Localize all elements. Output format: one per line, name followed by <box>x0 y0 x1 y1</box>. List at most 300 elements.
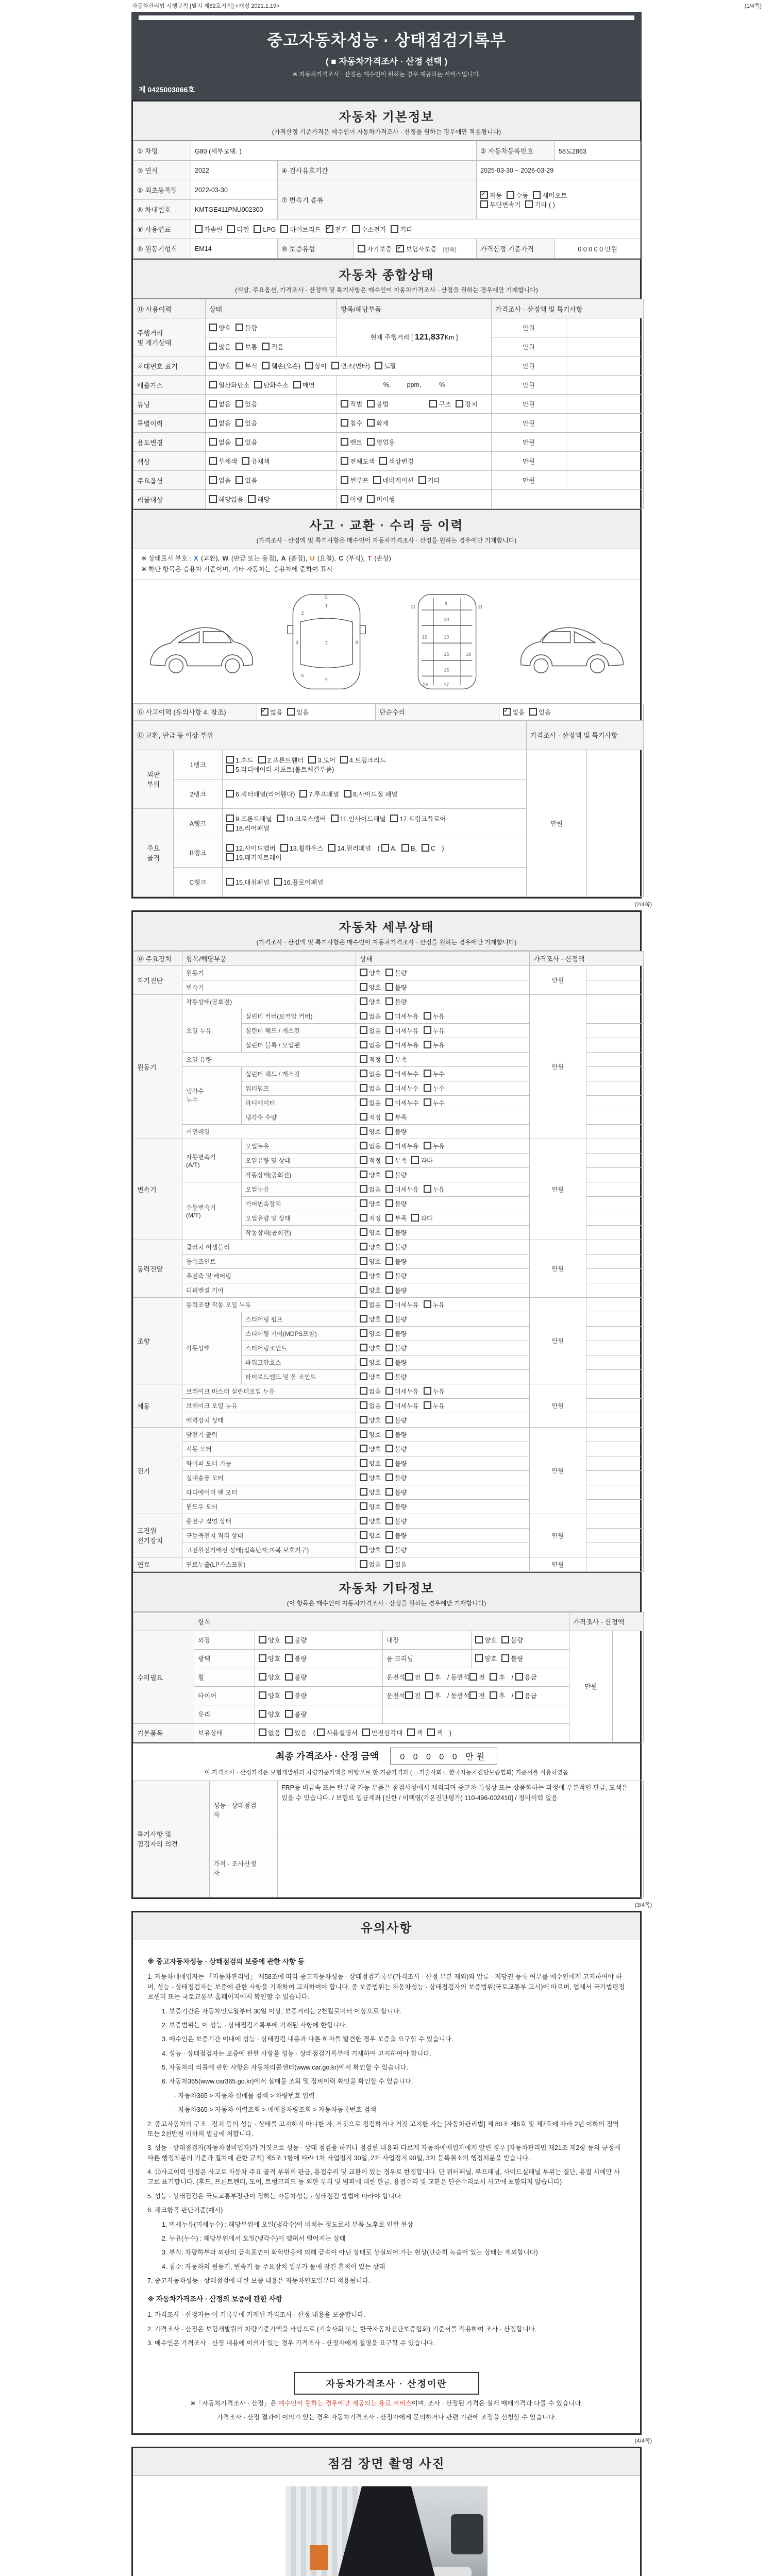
checkbox-전기[interactable] <box>326 225 347 234</box>
checkbox-양호[interactable] <box>360 1228 381 1237</box>
checkbox-C[interactable] <box>422 844 435 852</box>
checkbox-없음[interactable] <box>360 1401 381 1410</box>
checkbox-icon[interactable] <box>360 1344 367 1351</box>
checkbox-icon[interactable] <box>490 1673 497 1681</box>
checkbox-icon[interactable] <box>379 457 387 465</box>
checkbox-5.라디에이터 서포트(볼트체결부품)[interactable] <box>226 765 334 774</box>
checkbox-icon[interactable] <box>262 343 270 350</box>
checkbox-icon[interactable] <box>226 790 234 798</box>
checkbox-부족[interactable] <box>385 1055 407 1064</box>
checkbox-전[interactable] <box>405 1672 421 1682</box>
checkbox-icon[interactable] <box>515 1691 523 1699</box>
checkbox-icon[interactable] <box>285 1710 293 1718</box>
checkbox-전[interactable] <box>469 1672 485 1682</box>
checkbox-불량[interactable] <box>285 1709 307 1719</box>
checkbox-불량[interactable] <box>385 1344 407 1352</box>
checkbox-응급[interactable] <box>515 1691 537 1700</box>
checkbox-icon[interactable] <box>424 1401 431 1409</box>
checkbox-누유[interactable] <box>424 1041 445 1049</box>
checkbox-과다[interactable] <box>411 1214 432 1223</box>
checkbox-icon[interactable] <box>469 1691 477 1699</box>
checkbox-icon[interactable] <box>362 1728 370 1736</box>
checkbox-icon[interactable] <box>352 225 360 233</box>
checkbox-양호[interactable] <box>209 361 231 370</box>
checkbox-icon[interactable] <box>360 1300 367 1308</box>
checkbox-icon[interactable] <box>424 1084 431 1092</box>
checkbox-불량[interactable] <box>385 1473 407 1482</box>
checkbox-icon[interactable] <box>226 756 234 764</box>
checkbox-LPG[interactable] <box>254 225 276 233</box>
checkbox-없음[interactable] <box>209 399 231 409</box>
checkbox-있음[interactable] <box>236 399 257 409</box>
checkbox-icon[interactable] <box>385 1416 393 1423</box>
checkbox-보통[interactable] <box>236 342 257 351</box>
checkbox-미세누유[interactable] <box>385 1026 418 1035</box>
checkbox-양호[interactable] <box>360 1473 381 1482</box>
checkbox-양호[interactable] <box>360 1546 381 1554</box>
checkbox-icon[interactable] <box>385 1315 393 1323</box>
checkbox-icon[interactable] <box>424 1300 431 1308</box>
checkbox-3.도어[interactable] <box>308 755 335 765</box>
checkbox-불량[interactable] <box>385 1517 407 1526</box>
checkbox-미세누유[interactable] <box>385 1012 418 1021</box>
checkbox-icon[interactable] <box>385 1041 393 1048</box>
checkbox-없음[interactable] <box>360 1026 381 1035</box>
checkbox-없음[interactable] <box>209 418 231 428</box>
checkbox-icon[interactable] <box>360 1257 367 1265</box>
checkbox-icon[interactable] <box>360 1026 367 1034</box>
checkbox-불량[interactable] <box>285 1635 307 1645</box>
checkbox-icon[interactable] <box>331 362 339 369</box>
checkbox-불량[interactable] <box>385 1272 407 1280</box>
checkbox-icon[interactable] <box>285 1728 293 1736</box>
checkbox-icon[interactable] <box>385 1228 393 1236</box>
checkbox-불량[interactable] <box>385 997 407 1006</box>
checkbox-미세누유[interactable] <box>385 1041 418 1049</box>
checkbox-icon[interactable] <box>259 1710 266 1718</box>
checkbox-icon[interactable] <box>360 1199 367 1207</box>
checkbox-icon[interactable] <box>360 1315 367 1323</box>
checkbox-세미오토[interactable] <box>533 191 567 200</box>
checkbox-icon[interactable] <box>424 1387 431 1395</box>
checkbox-icon[interactable] <box>381 844 389 852</box>
checkbox-icon[interactable] <box>424 1026 431 1034</box>
checkbox-있음[interactable] <box>529 707 551 717</box>
checkbox-11.인사이드패널[interactable] <box>331 814 386 823</box>
checkbox-icon[interactable] <box>405 1673 413 1681</box>
checkbox-양호[interactable] <box>360 1459 381 1468</box>
checkbox-icon[interactable] <box>373 476 381 484</box>
checkbox-구조[interactable] <box>429 399 451 409</box>
checkbox-침수[interactable] <box>341 418 362 428</box>
checkbox-없음[interactable] <box>360 1098 381 1107</box>
checkbox-icon[interactable] <box>385 1488 393 1496</box>
checkbox-불량[interactable] <box>385 983 407 992</box>
checkbox-불량[interactable] <box>385 1171 407 1179</box>
checkbox-양호[interactable] <box>360 1315 381 1324</box>
checkbox-icon[interactable] <box>424 1041 431 1048</box>
checkbox-누유[interactable] <box>424 1387 445 1396</box>
checkbox-icon[interactable] <box>385 1517 393 1524</box>
checkbox-icon[interactable] <box>385 1243 393 1250</box>
checkbox-icon[interactable] <box>226 878 234 886</box>
checkbox-icon[interactable] <box>525 200 533 208</box>
checkbox-icon[interactable] <box>236 476 243 484</box>
checkbox-icon[interactable] <box>385 983 393 991</box>
checkbox-네비게이션[interactable] <box>373 476 413 485</box>
checkbox-icon[interactable] <box>367 419 375 427</box>
checkbox-잭[interactable] <box>407 1728 423 1737</box>
checkbox-icon[interactable] <box>258 756 266 764</box>
checkbox-있음[interactable] <box>236 437 257 447</box>
checkbox-미세누유[interactable] <box>385 1387 418 1396</box>
checkbox-icon[interactable] <box>385 1473 393 1481</box>
checkbox-icon[interactable] <box>341 476 348 484</box>
checkbox-icon[interactable] <box>236 419 243 427</box>
checkbox-icon[interactable] <box>344 790 351 798</box>
checkbox-icon[interactable] <box>385 1012 393 1020</box>
checkbox-없음[interactable] <box>360 1185 381 1194</box>
checkbox-icon[interactable] <box>480 200 488 208</box>
checkbox-icon[interactable] <box>360 1012 367 1020</box>
checkbox-있음[interactable] <box>236 418 257 428</box>
checkbox-icon[interactable] <box>385 1214 393 1222</box>
checkbox-미세누수[interactable] <box>385 1070 418 1078</box>
checkbox-icon[interactable] <box>305 362 313 369</box>
checkbox-icon[interactable] <box>277 815 284 822</box>
checkbox-icon[interactable] <box>236 438 243 446</box>
checkbox-장치[interactable] <box>456 399 477 409</box>
checkbox-적정[interactable] <box>360 1214 381 1223</box>
checkbox-icon[interactable] <box>385 1185 393 1193</box>
checkbox-적정[interactable] <box>360 1156 381 1165</box>
checkbox-icon[interactable] <box>285 1673 293 1681</box>
checkbox-있음[interactable] <box>285 1728 307 1737</box>
checkbox-icon[interactable] <box>317 1728 325 1736</box>
checkbox-7.루프패널[interactable] <box>299 789 339 799</box>
checkbox-과다[interactable] <box>411 1156 432 1165</box>
checkbox-미세누유[interactable] <box>385 1401 418 1410</box>
checkbox-양호[interactable] <box>360 1416 381 1425</box>
checkbox-icon[interactable] <box>360 1113 367 1121</box>
checkbox-icon[interactable] <box>429 400 437 408</box>
checkbox-부족[interactable] <box>385 1156 407 1165</box>
checkbox-icon[interactable] <box>385 1257 393 1265</box>
checkbox-icon[interactable] <box>226 844 234 852</box>
checkbox-있음[interactable] <box>236 476 257 485</box>
checkbox-icon[interactable] <box>469 1673 477 1681</box>
checkbox-누수[interactable] <box>424 1084 445 1093</box>
checkbox-9.프론트패널[interactable] <box>226 814 272 823</box>
checkbox-icon[interactable] <box>385 969 393 976</box>
checkbox-icon[interactable] <box>385 1098 393 1106</box>
checkbox-불량[interactable] <box>385 1488 407 1497</box>
checkbox-icon[interactable] <box>533 191 541 199</box>
checkbox-잭[interactable] <box>427 1728 443 1737</box>
checkbox-icon[interactable] <box>360 1041 367 1048</box>
checkbox-불량[interactable] <box>385 1228 407 1237</box>
checkbox-양호[interactable] <box>259 1672 280 1682</box>
checkbox-icon[interactable] <box>274 878 282 886</box>
checkbox-icon[interactable] <box>401 844 409 852</box>
checkbox-하이브리드[interactable] <box>280 225 321 234</box>
checkbox-icon[interactable] <box>529 708 537 716</box>
checkbox-자가보증[interactable] <box>358 244 392 253</box>
checkbox-icon[interactable] <box>236 362 243 369</box>
checkbox-유채색[interactable] <box>242 456 270 466</box>
checkbox-불량[interactable] <box>285 1654 307 1663</box>
checkbox-icon[interactable] <box>385 1502 393 1510</box>
checkbox-icon[interactable] <box>385 1055 393 1063</box>
checkbox-탄화수소[interactable] <box>254 380 288 389</box>
checkbox-양호[interactable] <box>475 1635 497 1645</box>
checkbox-icon[interactable] <box>360 1502 367 1510</box>
checkbox-불량[interactable] <box>385 1315 407 1324</box>
checkbox-양호[interactable] <box>360 1517 381 1526</box>
checkbox-양호[interactable] <box>360 1430 381 1439</box>
checkbox-icon[interactable] <box>411 1156 419 1164</box>
checkbox-B,[interactable] <box>401 844 417 852</box>
checkbox-icon[interactable] <box>261 708 268 716</box>
checkbox-양호[interactable] <box>360 1329 381 1338</box>
checkbox-양호[interactable] <box>360 983 381 992</box>
checkbox-icon[interactable] <box>385 1445 393 1452</box>
checkbox-누유[interactable] <box>424 1185 445 1194</box>
checkbox-불법[interactable] <box>367 399 389 409</box>
checkbox-무단변속기[interactable] <box>480 200 520 209</box>
checkbox-적법[interactable] <box>341 399 362 409</box>
checkbox-icon[interactable] <box>285 1654 293 1662</box>
checkbox-icon[interactable] <box>360 1546 367 1553</box>
checkbox-icon[interactable] <box>209 324 217 331</box>
checkbox-icon[interactable] <box>385 1401 393 1409</box>
checkbox-icon[interactable] <box>385 1156 393 1164</box>
checkbox-없음[interactable] <box>259 1728 280 1737</box>
checkbox-icon[interactable] <box>360 1286 367 1294</box>
checkbox-불량[interactable] <box>385 1502 407 1511</box>
checkbox-icon[interactable] <box>285 1636 293 1643</box>
checkbox-없음[interactable] <box>360 1041 381 1049</box>
checkbox-양호[interactable] <box>360 1344 381 1352</box>
checkbox-icon[interactable] <box>293 381 301 388</box>
checkbox-icon[interactable] <box>385 1546 393 1553</box>
checkbox-불량[interactable] <box>385 1199 407 1208</box>
checkbox-icon[interactable] <box>331 815 339 822</box>
checkbox-icon[interactable] <box>358 245 365 252</box>
checkbox-icon[interactable] <box>226 765 234 773</box>
checkbox-icon[interactable] <box>385 1084 393 1092</box>
checkbox-icon[interactable] <box>360 1127 367 1135</box>
checkbox-icon[interactable] <box>360 1228 367 1236</box>
checkbox-icon[interactable] <box>360 1214 367 1222</box>
checkbox-보험사보증[interactable] <box>396 244 436 253</box>
checkbox-양호[interactable] <box>259 1709 280 1719</box>
checkbox-icon[interactable] <box>360 1531 367 1539</box>
checkbox-icon[interactable] <box>259 1691 266 1699</box>
checkbox-전[interactable] <box>469 1691 485 1700</box>
checkbox-icon[interactable] <box>411 1214 419 1222</box>
checkbox-없음[interactable] <box>209 437 231 447</box>
checkbox-icon[interactable] <box>424 1185 431 1193</box>
checkbox-후[interactable] <box>425 1691 441 1700</box>
checkbox-icon[interactable] <box>280 844 288 852</box>
checkbox-icon[interactable] <box>360 1084 367 1092</box>
checkbox-icon[interactable] <box>236 324 243 331</box>
checkbox-전[interactable] <box>405 1691 421 1700</box>
checkbox-후[interactable] <box>425 1672 441 1682</box>
checkbox-양호[interactable] <box>360 1199 381 1208</box>
checkbox-icon[interactable] <box>360 1156 367 1164</box>
checkbox-양호[interactable] <box>259 1691 280 1700</box>
checkbox-icon[interactable] <box>396 245 404 252</box>
checkbox-수소전기[interactable] <box>352 225 386 234</box>
checkbox-icon[interactable] <box>360 1142 367 1149</box>
checkbox-매연[interactable] <box>293 380 315 389</box>
checkbox-icon[interactable] <box>248 495 256 503</box>
checkbox-icon[interactable] <box>236 343 243 350</box>
checkbox-가솔린[interactable] <box>195 225 223 234</box>
checkbox-icon[interactable] <box>385 1026 393 1034</box>
checkbox-icon[interactable] <box>360 1243 367 1250</box>
checkbox-icon[interactable] <box>209 381 217 388</box>
checkbox-icon[interactable] <box>501 1654 509 1662</box>
checkbox-icon[interactable] <box>385 1531 393 1539</box>
checkbox-icon[interactable] <box>385 1430 393 1438</box>
checkbox-양호[interactable] <box>209 323 231 332</box>
checkbox-icon[interactable] <box>385 1387 393 1395</box>
checkbox-icon[interactable] <box>360 1272 367 1279</box>
checkbox-불량[interactable] <box>501 1654 523 1663</box>
checkbox-불량[interactable] <box>385 1430 407 1439</box>
checkbox-icon[interactable] <box>385 1199 393 1207</box>
checkbox-icon[interactable] <box>280 225 288 233</box>
checkbox-양호[interactable] <box>360 1127 381 1136</box>
checkbox-상이[interactable] <box>305 361 327 370</box>
checkbox-icon[interactable] <box>425 1691 433 1699</box>
checkbox-icon[interactable] <box>360 1372 367 1380</box>
checkbox-미세누수[interactable] <box>385 1084 418 1093</box>
checkbox-icon[interactable] <box>259 1654 266 1662</box>
checkbox-해당[interactable] <box>248 495 270 504</box>
checkbox-많음[interactable] <box>209 342 231 351</box>
checkbox-icon[interactable] <box>367 400 375 408</box>
checkbox-icon[interactable] <box>262 362 270 369</box>
checkbox-화재[interactable] <box>367 418 389 428</box>
checkbox-이행[interactable] <box>341 495 362 504</box>
checkbox-icon[interactable] <box>259 1636 266 1643</box>
checkbox-없음[interactable] <box>209 476 231 485</box>
checkbox-기타[interactable] <box>391 225 412 234</box>
checkbox-6.쿼터패널(리어휀다)[interactable] <box>226 789 295 799</box>
checkbox-icon[interactable] <box>209 476 217 484</box>
checkbox-icon[interactable] <box>385 1286 393 1294</box>
checkbox-icon[interactable] <box>424 1012 431 1020</box>
checkbox-도말[interactable] <box>375 361 396 370</box>
checkbox-icon[interactable] <box>259 1673 266 1681</box>
checkbox-양호[interactable] <box>360 1272 381 1280</box>
checkbox-부족[interactable] <box>385 1214 407 1223</box>
checkbox-icon[interactable] <box>385 1372 393 1380</box>
checkbox-누유[interactable] <box>424 1026 445 1035</box>
checkbox-썬루프[interactable] <box>341 476 368 485</box>
checkbox-icon[interactable] <box>367 438 375 446</box>
checkbox-icon[interactable] <box>299 790 307 798</box>
checkbox-없음[interactable] <box>360 1070 381 1078</box>
checkbox-훼손(오손)[interactable] <box>262 361 300 370</box>
checkbox-icon[interactable] <box>360 1358 367 1366</box>
checkbox-icon[interactable] <box>385 1344 393 1351</box>
checkbox-누유[interactable] <box>424 1012 445 1021</box>
checkbox-icon[interactable] <box>385 1070 393 1077</box>
checkbox-icon[interactable] <box>209 438 217 446</box>
checkbox-icon[interactable] <box>226 853 234 861</box>
checkbox-icon[interactable] <box>308 756 316 764</box>
checkbox-icon[interactable] <box>385 1127 393 1135</box>
checkbox-없음[interactable] <box>261 707 282 717</box>
checkbox-icon[interactable] <box>385 1560 393 1568</box>
checkbox-적정[interactable] <box>360 1113 381 1122</box>
checkbox-A,[interactable] <box>381 844 397 852</box>
checkbox-icon[interactable] <box>385 997 393 1005</box>
checkbox-양호[interactable] <box>259 1635 280 1645</box>
checkbox-icon[interactable] <box>390 815 398 822</box>
checkbox-양호[interactable] <box>360 997 381 1006</box>
checkbox-icon[interactable] <box>385 1358 393 1366</box>
checkbox-불량[interactable] <box>385 1329 407 1338</box>
checkbox-icon[interactable] <box>425 1673 433 1681</box>
checkbox-기타 ( )[interactable] <box>525 200 554 209</box>
checkbox-icon[interactable] <box>341 457 348 465</box>
checkbox-icon[interactable] <box>254 381 262 388</box>
checkbox-icon[interactable] <box>285 1691 293 1699</box>
checkbox-전체도색[interactable] <box>341 456 375 466</box>
checkbox-icon[interactable] <box>475 1636 483 1643</box>
checkbox-누유[interactable] <box>424 1300 445 1309</box>
checkbox-14.필러패널[interactable] <box>328 843 371 853</box>
checkbox-불량[interactable] <box>385 1243 407 1251</box>
checkbox-icon[interactable] <box>341 438 348 446</box>
checkbox-icon[interactable] <box>385 1142 393 1149</box>
checkbox-icon[interactable] <box>242 457 249 465</box>
checkbox-icon[interactable] <box>385 1272 393 1279</box>
checkbox-불량[interactable] <box>385 1286 407 1295</box>
checkbox-12.사이드멤버[interactable] <box>226 843 276 853</box>
checkbox-양호[interactable] <box>360 1372 381 1381</box>
checkbox-불량[interactable] <box>385 1257 407 1266</box>
checkbox-icon[interactable] <box>424 1098 431 1106</box>
checkbox-icon[interactable] <box>341 400 348 408</box>
checkbox-icon[interactable] <box>340 756 348 764</box>
checkbox-후[interactable] <box>490 1672 505 1682</box>
checkbox-icon[interactable] <box>385 1171 393 1178</box>
checkbox-불량[interactable] <box>385 1459 407 1468</box>
checkbox-8.사이드실 패널[interactable] <box>344 789 397 799</box>
checkbox-렌트[interactable] <box>341 437 362 447</box>
checkbox-icon[interactable] <box>360 1387 367 1395</box>
checkbox-icon[interactable] <box>360 1430 367 1438</box>
checkbox-icon[interactable] <box>360 1055 367 1063</box>
checkbox-양호[interactable] <box>360 1257 381 1266</box>
checkbox-미세누수[interactable] <box>385 1098 418 1107</box>
checkbox-수동[interactable] <box>507 191 528 200</box>
checkbox-적음[interactable] <box>262 342 283 351</box>
checkbox-불량[interactable] <box>285 1672 307 1682</box>
checkbox-icon[interactable] <box>360 1185 367 1193</box>
checkbox-미세누유[interactable] <box>385 1142 418 1150</box>
checkbox-icon[interactable] <box>385 1459 393 1467</box>
checkbox-10.크로스멤버[interactable] <box>277 814 326 823</box>
checkbox-응급[interactable] <box>515 1672 537 1682</box>
